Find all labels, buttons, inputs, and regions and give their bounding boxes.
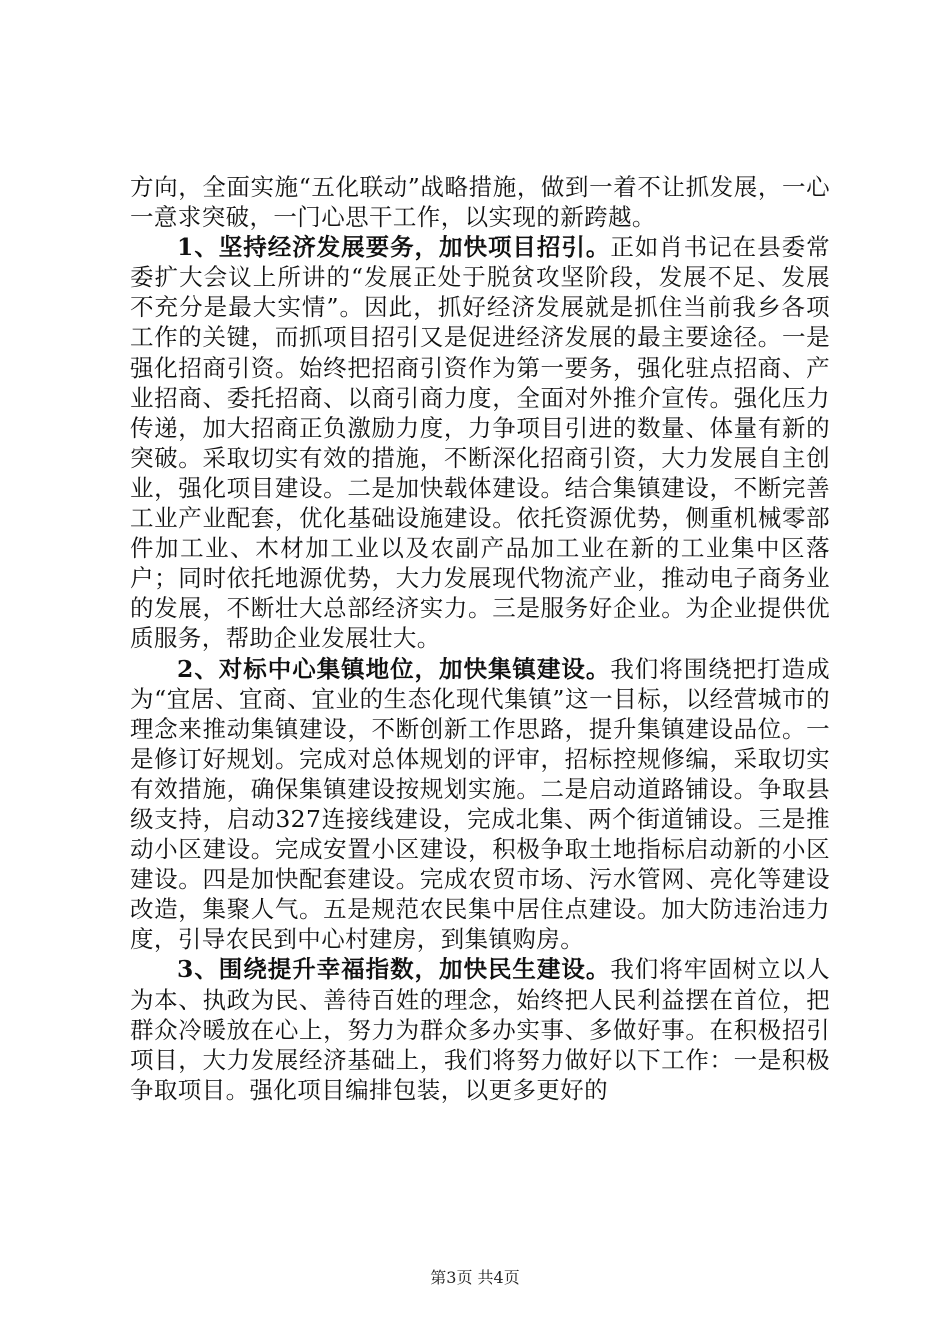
paragraph-text: 我们将牢固树立以人为本、执政为民、善待百姓的理念，始终把人民利益摆在首位，把群众冷暖放在心上，努力为群众多办实事、多做好事。在积极招引项目，大力发展经济基础上，我们将努力做好以下工作：一是积极争取项目。强化项目编排包装，以更多更好的 (130, 955, 830, 1104)
paragraph-text: 我们将围绕把打造成为“宜居、宜商、宜业的生态化现代集镇”这一目标，以经营城市的理念来推动集镇建设，不断创新工作思路，提升集镇建设品位。一是修订好规划。完成对总体规划的评审，招标控规修编，采取切实有效措施，确保集镇建设按规划实施。二是启动道路铺设。争取县级支持，启动327连接线建设，完成北集、两个街道铺设。三是推动小区建设。完成安置小区建设，积极争取土地指标启动新的小区建设。四是加快配套建设。完成农贸市场、污水管网、亮化等建设改造，集聚人气。五是规范农民集中居住点建设。加大防违治违力度，引导农民到中心村建房，到集镇购房。 (130, 654, 830, 954)
page-number-footer: 第3页 共4页 (430, 1268, 520, 1287)
paragraph-intro-continued (130, 172, 830, 232)
paragraph-town-construction (130, 654, 830, 955)
paragraph-heading: 1、坚持经济发展要务，加快项目招引。 (177, 233, 611, 262)
paragraph-livelihood-construction (130, 954, 830, 1104)
document-body (130, 172, 830, 1105)
paragraph-text: 正如肖书记在县委常委扩大会议上所讲的“发展正处于脱贫攻坚阶段，发展不足、发展不充分是最大实情”。因此，抓好经济发展就是抓住当前我乡各项工作的关键，而抓项目招引又是促进经济发展的最主要途径。一是强化招商引资。始终把招商引资作为第一要务，强化驻点招商、产业招商、委托招商、以商引商力度，全面对外推介宣传。强化压力传递，加大招商正负激励力度，力争项目引进的数量、体量有新的突破。采取切实有效的措施，不断深化招商引资，大力发展自主创业，强化项目建设。二是加快载体建设。结合集镇建设，不断完善工业产业配套，优化基础设施建设。依托资源优势，侧重机械零部件加工业、木材加工业以及农副产品加工业在新的工业集中区落户；同时依托地源优势，大力发展现代物流产业，推动电子商务业的发展，不断壮大总部经济实力。三是服务好企业。为企业提供优质服务，帮助企业发展壮大。 (130, 233, 830, 653)
paragraph-heading: 3、围绕提升幸福指数，加快民生建设。 (177, 955, 611, 984)
paragraph-economic-development (130, 232, 830, 653)
paragraph-heading: 2、对标中心集镇地位，加快集镇建设。 (177, 654, 611, 683)
paragraph-text: 方向，全面实施“五化联动”战略措施，做到一着不让抓发展，一心一意求突破，一门心思干工作，以实现的新跨越。 (130, 173, 830, 232)
